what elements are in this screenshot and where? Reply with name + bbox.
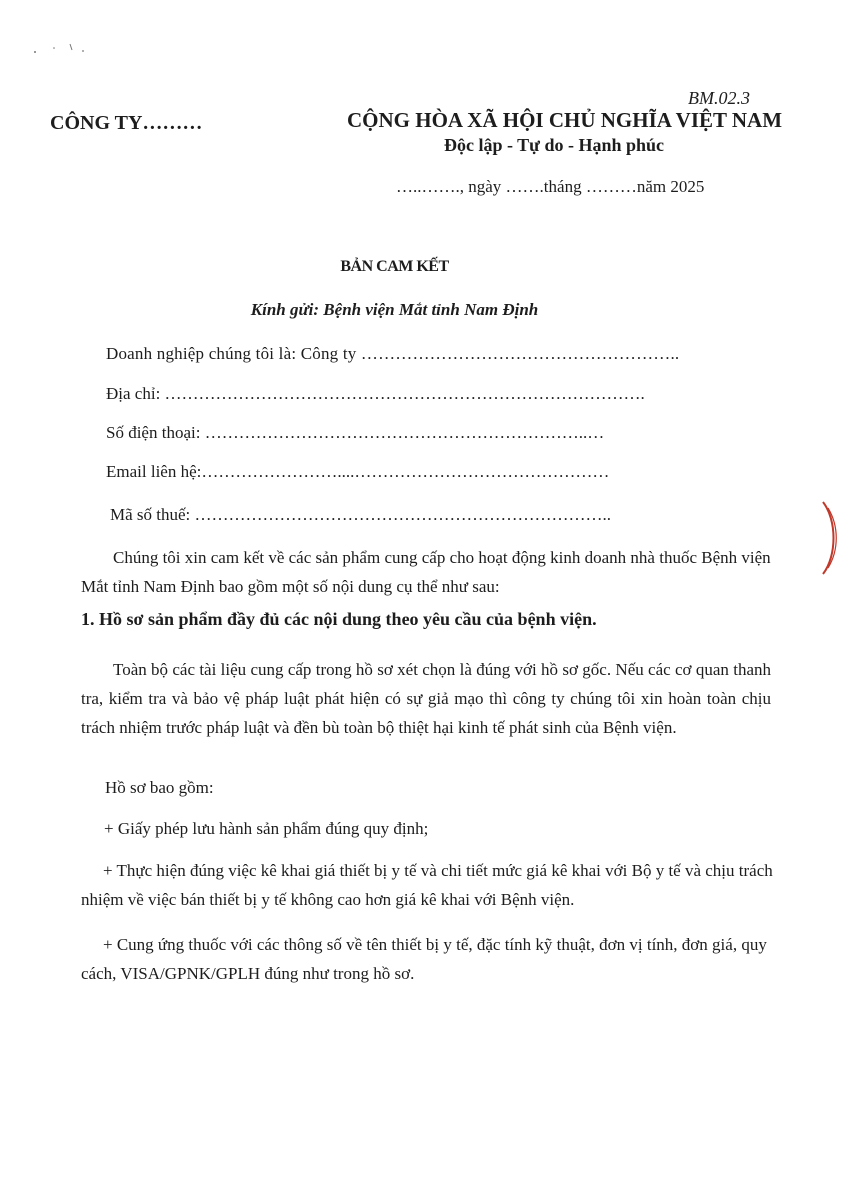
bullet-item-license: + Giấy phép lưu hành sản phẩm đúng quy định; xyxy=(104,819,429,838)
address-field: Địa chỉ: …………………………………………………………………………. xyxy=(106,384,645,403)
scan-artifact-icon xyxy=(30,40,100,60)
bullet-item-price-declaration: + Thực hiện đúng việc kê khai giá thiết bị y tế và chi tiết mức giá kê khai với Bộ y tế và chịu trách nhiệm về việc bán thiết bị y tế không cao hơn giá kê khai với Bệnh viện. xyxy=(81,861,773,909)
stamp-edge-mark xyxy=(815,498,845,578)
bullet-item-supply: + Cung ứng thuốc với các thông số về tên thiết bị y tế, đặc tính kỹ thuật, đơn vị tính, đơn giá, quy cách, VISA/GPNK/GPLH đúng như trong hồ sơ. xyxy=(81,935,767,983)
document-title: BẢN CAM KẾT xyxy=(340,258,449,275)
national-title: CỘNG HÒA XÃ HỘI CHỦ NGHĨA VIỆT NAM xyxy=(347,108,783,132)
tax-code-field: Mã số thuế: ……………………………………………………………….. xyxy=(110,505,612,524)
intro-paragraph: Chúng tôi xin cam kết về các sản phẩm cung cấp cho hoạt động kinh doanh nhà thuốc Bệnh viện Mắt tỉnh Nam Định bao gồm một số nội dung cụ thể như sau: xyxy=(81,548,771,596)
phone-field: Số điện thoại: …………………………………………………………..… xyxy=(106,423,605,442)
document-list-intro: Hồ sơ bao gồm: xyxy=(105,778,214,797)
section-1-body: Toàn bộ các tài liệu cung cấp trong hồ sơ xét chọn là đúng với hồ sơ gốc. Nếu các cơ quan thanh tra, kiểm tra và bảo vệ pháp luật phát hiện có sự giả mạo thì công ty chúng tôi xin hoàn toàn chịu trách nhiệm trước pháp luật và đền bù toàn bộ thiệt hại kinh tế phát sinh của Bệnh viện. xyxy=(81,660,771,737)
date-line: …..……., ngày …….tháng ………năm 2025 xyxy=(396,177,705,196)
company-name: CÔNG TY……… xyxy=(50,112,203,134)
recipient-line: Kính gửi: Bệnh viện Mắt tỉnh Nam Định xyxy=(250,300,539,319)
form-code: BM.02.3 xyxy=(688,88,750,108)
company-field: Doanh nghiệp chúng tôi là: Công ty ……………………………………………….. xyxy=(106,344,680,363)
email-field: Email liên hệ:……………………....……………………………………… xyxy=(106,462,610,481)
section-1-heading: 1. Hồ sơ sản phẩm đầy đủ các nội dung theo yêu cầu của bệnh viện. xyxy=(81,609,597,629)
national-motto: Độc lập - Tự do - Hạnh phúc xyxy=(444,135,665,155)
